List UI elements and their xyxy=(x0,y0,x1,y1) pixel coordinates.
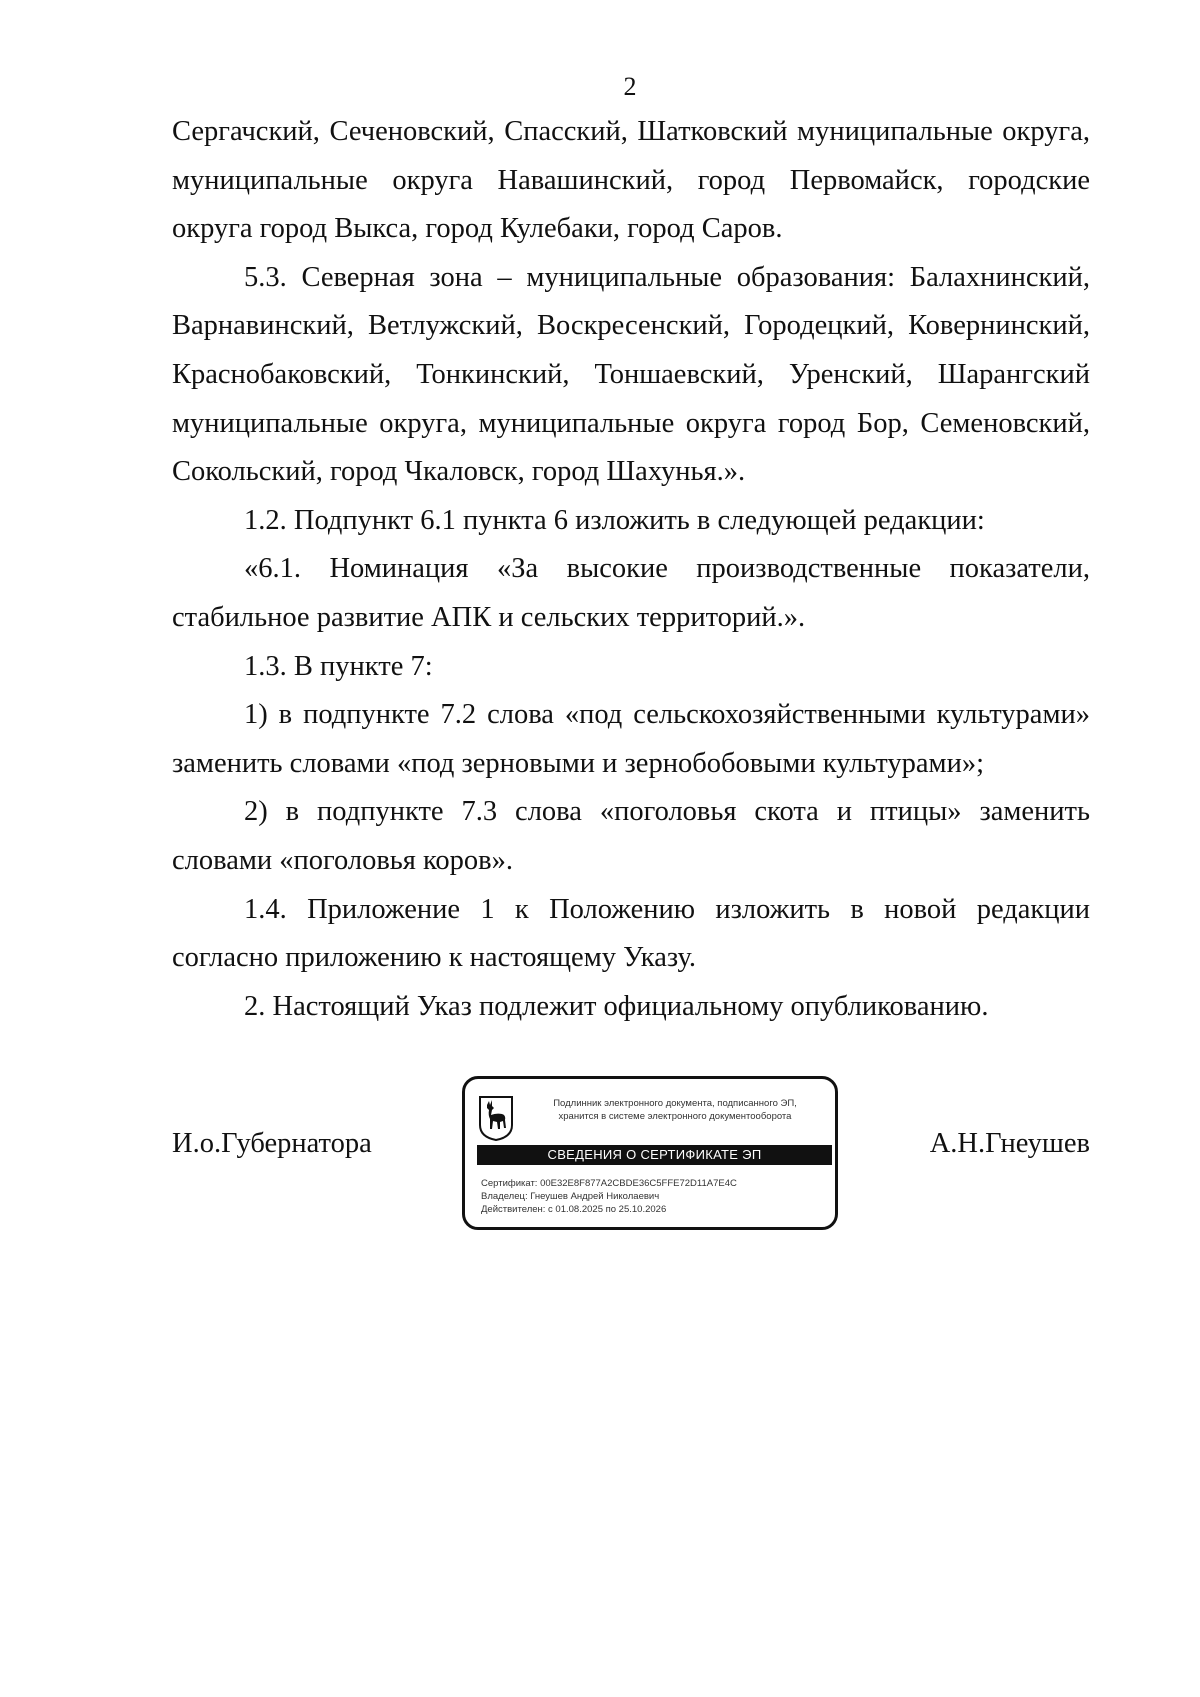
paragraph: 5.3. Северная зона – муниципальные образования: Балахнинский, Варнавинский, Ветлужский, Воскресенский, Городецкий, Ковернинский, Краснобаковский, Тонкинский, Тоншаевский, Уренский, Шарангский муниципальные округа, муниципальные округа город Бор, Семеновский, Сокольский, город Чкаловск, город Шахунья.». xyxy=(172,261,1090,488)
paragraph: 1.4. Приложение 1 к Положению изложить в новой редакции согласно приложению к настоящему Указу. xyxy=(172,893,1090,974)
paragraph: «6.1. Номинация «За высокие производственные показатели, стабильное развитие АПК и сельских территорий.». xyxy=(172,553,1090,633)
stamp-header xyxy=(525,1097,825,1123)
paragraph: 1.3. В пункте 7: xyxy=(244,650,433,682)
stamp-header-line: хранится в системе электронного документооборота xyxy=(558,1111,792,1122)
coat-of-arms-icon xyxy=(478,1095,514,1141)
certificate-details xyxy=(481,1177,737,1216)
signatory-position: И.о.Губернатора xyxy=(172,1128,372,1159)
electronic-signature-stamp xyxy=(462,1076,838,1230)
document-body xyxy=(172,108,1090,1031)
certificate-validity: Действителен: с 01.08.2025 по 25.10.2026 xyxy=(481,1204,667,1215)
page-number: 2 xyxy=(623,72,637,101)
certificate-info-title: СВЕДЕНИЯ О СЕРТИФИКАТЕ ЭП xyxy=(477,1145,832,1165)
paragraph: 2. Настоящий Указ подлежит официальному опубликованию. xyxy=(244,990,989,1022)
certificate-serial: Сертификат: 00E32E8F877A2CBDE36C5FFE72D11A7E4C xyxy=(481,1178,737,1189)
signatory-name: А.Н.Гнеушев xyxy=(929,1128,1090,1159)
paragraph: 1.2. Подпункт 6.1 пункта 6 изложить в следующей редакции: xyxy=(244,504,985,536)
stamp-header-line: Подлинник электронного документа, подписанного ЭП, xyxy=(553,1098,797,1109)
paragraph: 1) в подпункте 7.2 слова «под сельскохозяйственными культурами» заменить словами «под зерновыми и зернобобовыми культурами»; xyxy=(172,699,1090,779)
certificate-owner: Владелец: Гнеушев Андрей Николаевич xyxy=(481,1191,660,1202)
paragraph: Сергачский, Сеченовский, Спасский, Шатковский муниципальные округа, муниципальные округа Навашинский, город Первомайск, городские округа город Выкса, город Кулебаки, город Саров. xyxy=(172,116,1090,245)
paragraph: 2) в подпункте 7.3 слова «поголовья скота и птицы» заменить словами «поголовья коров». xyxy=(172,796,1090,876)
